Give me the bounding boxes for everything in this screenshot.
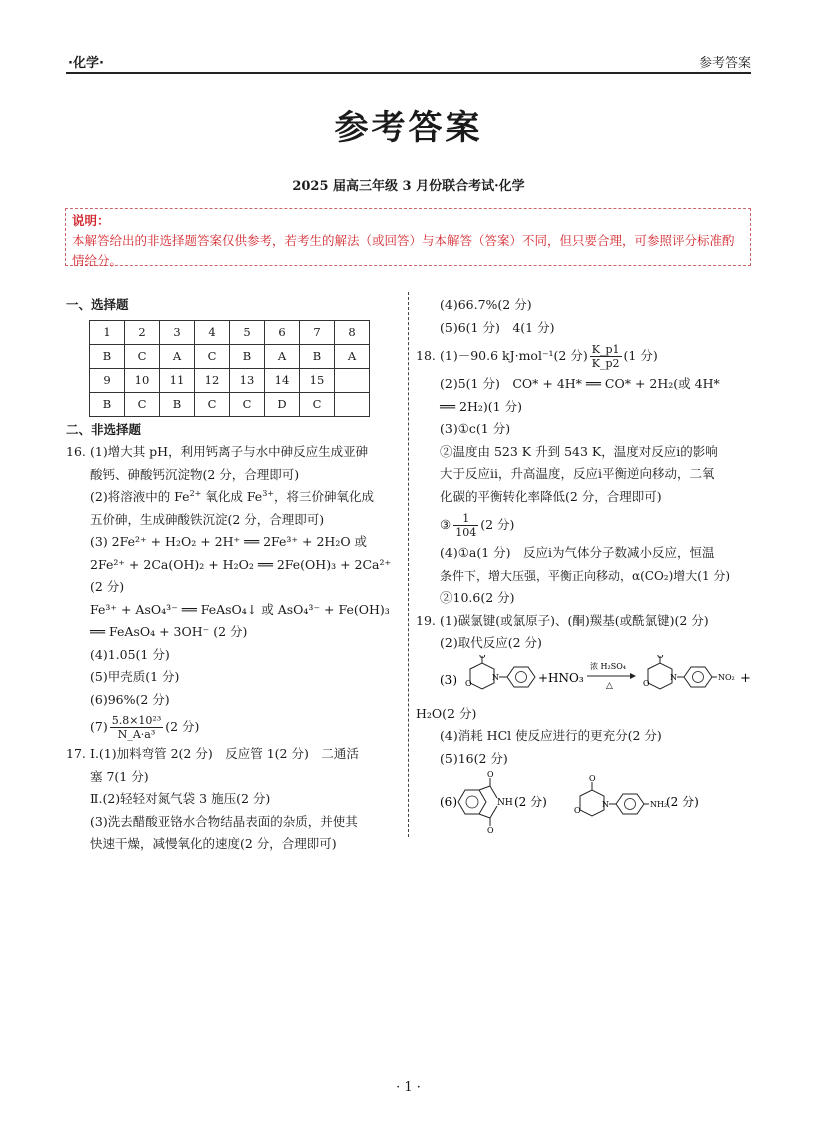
atom-label: N [670, 672, 677, 682]
q16-line: (3) 2Fe²⁺ + H₂O₂ + 2H⁺ ══ 2Fe³⁺ + 2H₂O 或 [90, 534, 368, 549]
table-cell: 10 [125, 368, 160, 392]
atom-label: N [602, 800, 609, 809]
q19-line: (4)消耗 HCl 使反应进行的更充分(2 分) [440, 728, 662, 743]
section-free-response-title: 二、非选择题 [66, 421, 142, 437]
atom-label: O [589, 774, 596, 783]
bond [479, 814, 490, 818]
table-cell: 4 [195, 320, 230, 344]
table-cell: 9 [90, 368, 125, 392]
q18-line: 条件下，增大压强，平衡正向移动，α(CO₂)增大(1 分) [440, 568, 731, 583]
fraction-denominator: 104 [455, 526, 477, 539]
fraction [110, 714, 164, 741]
aromatic-circle [516, 671, 527, 682]
table-row [90, 392, 370, 416]
answer-text: (3) [440, 672, 457, 687]
q18-line [416, 508, 756, 542]
answer-text: +HNO₃ [538, 670, 584, 685]
table-cell: A [160, 344, 195, 368]
table-cell: 7 [300, 320, 335, 344]
q16-line: (4)1.05(1 分) [90, 646, 170, 662]
answer-text: 氧化成 Fe [201, 489, 263, 504]
q18-line: ②温度由 523 K 升到 543 K，温度对反应ⅰ的影响 [440, 443, 718, 459]
table-cell: 3 [160, 320, 195, 344]
aromatic-circle [466, 796, 478, 808]
q18-line: 化碳的平衡转化率降低(2 分，合理即可) [440, 488, 662, 504]
q16-line: 酸钙、砷酸钙沉淀物(2 分，合理即可) [90, 466, 300, 482]
table-cell: C [195, 392, 230, 416]
table-cell: C [125, 344, 160, 368]
table-cell: B [230, 344, 265, 368]
atom-label: O [657, 654, 664, 660]
table-cell: B [300, 344, 335, 368]
q18-line: 大于反应ⅱ，升高温度，反应ⅰ平衡逆向移动，二氧 [440, 466, 715, 481]
q19-line [416, 610, 756, 633]
benzene-ring [507, 667, 535, 687]
header-subject: ·化学· [68, 56, 104, 71]
atom-label: O [487, 826, 494, 834]
instruction-label: 说明： [72, 213, 110, 228]
column-divider [408, 292, 409, 837]
atom-label: O [487, 770, 494, 779]
answer-text: Ⅰ.(1)加料弯管 2(2 分) 反应管 1(2 分) 二通活 [90, 746, 359, 761]
table-cell: B [90, 344, 125, 368]
answer-text: (2 分) [666, 795, 699, 809]
superscript: 2+ [189, 488, 202, 498]
table-row [90, 344, 370, 368]
answer-table [89, 320, 370, 417]
table-cell [335, 368, 370, 392]
table-cell: B [90, 392, 125, 416]
instruction-box [65, 208, 751, 266]
table-cell: C [195, 344, 230, 368]
q16-line [66, 486, 404, 509]
q17-line: 快速干燥，减慢氧化的速度(2 分，合理即可) [90, 836, 337, 851]
benzene-ring [616, 794, 644, 814]
atom-label: O [479, 654, 486, 660]
q16-line: (5)甲壳质(1 分) [90, 669, 180, 684]
atom-label: NO₂ [718, 672, 735, 682]
morpholinone-ring [648, 663, 672, 689]
fraction-denominator: N_A·a³ [117, 728, 156, 741]
q16-line: 五价砷，生成砷酸铁沉淀(2 分，合理即可) [90, 511, 325, 527]
q17-line: (4)66.7%(2 分) [440, 297, 532, 312]
reaction-condition: 浓 H₂SO₄ [590, 661, 626, 671]
q16-line: Fe³⁺ + AsO₄³⁻ ══ FeAsO₄↓ 或 AsO₄³⁻ + Fe(OH)₃ [90, 601, 390, 617]
arrow-head [630, 673, 636, 679]
answer-text: (2 分) [480, 517, 515, 532]
table-cell: 15 [300, 368, 335, 392]
header-doc-type: 参考答案 [698, 56, 751, 71]
left-column [66, 294, 404, 856]
page-number: · 1 · [396, 1080, 421, 1095]
q17-line: Ⅱ.(2)轻轻对氮气袋 3 施压(2 分) [90, 791, 271, 806]
table-cell: 8 [335, 320, 370, 344]
q18-line: ══ 2H₂)(1 分) [440, 398, 522, 414]
q19-line: (5)16(2 分) [440, 750, 508, 766]
reaction-condition: △ [606, 680, 613, 691]
q19-structures [416, 770, 756, 834]
table-cell: A [265, 344, 300, 368]
aromatic-circle [693, 671, 704, 682]
structures-answer [440, 770, 740, 834]
table-cell: 2 [125, 320, 160, 344]
atom-label: O [465, 678, 472, 688]
question-number: 16. [66, 444, 86, 459]
q17-line: (5)6(1 分) 4(1 分) [440, 319, 555, 335]
q16-line [66, 711, 404, 743]
q17-line: 塞 7(1 分) [90, 768, 149, 784]
q16-line: (6)96%(2 分) [90, 691, 170, 707]
header-rule [66, 72, 751, 74]
atom-label: O [643, 678, 650, 688]
table-cell [335, 392, 370, 416]
fraction [453, 512, 478, 539]
q18-line: (2)5(1 分) CO* + 4H* ══ CO* + 2H₂(或 4H* [440, 376, 720, 391]
table-cell: 11 [160, 368, 195, 392]
q16-line [66, 441, 404, 464]
atom-label: NH₂ [650, 800, 668, 809]
reaction-scheme [440, 655, 756, 703]
table-cell: C [230, 392, 265, 416]
answer-text: (6) [440, 795, 457, 809]
q16-line: ══ FeAsO₄ + 3OH⁻ (2 分) [90, 624, 248, 639]
superscript: 3+ [262, 488, 275, 498]
atom-label: NH [497, 798, 513, 808]
table-cell: C [125, 392, 160, 416]
atom-label: N [492, 672, 499, 682]
page-title: 参考答案 [334, 108, 483, 148]
table-cell: B [160, 392, 195, 416]
table-row [90, 320, 370, 344]
atom-label: O [574, 806, 581, 815]
benzene-ring [458, 790, 486, 814]
answer-text: + [740, 670, 751, 686]
q19-reaction [416, 655, 756, 703]
bond [490, 786, 497, 798]
fraction-numerator: K_p1 [591, 343, 620, 356]
answer-text: ③ [440, 517, 452, 532]
answer-text: (7) [90, 719, 108, 734]
answer-text: (1)－90.6 kJ·mol⁻¹(2 分) [440, 348, 588, 363]
bond [479, 786, 490, 790]
q18-line: (4)①a(1 分) 反应ⅰ为气体分子数减小反应，恒温 [440, 545, 715, 560]
answer-text: (1 分) [623, 348, 658, 363]
table-cell: 5 [230, 320, 265, 344]
answer-text: ，将三价砷氧化成 [274, 489, 375, 504]
question-number: 18. [416, 348, 436, 363]
table-cell: D [265, 392, 300, 416]
answer-text: (1)碳氯键(或氯原子)、(酮)羰基(或酰氯键)(2 分) [440, 612, 709, 628]
q18-line: ②10.6(2 分) [440, 590, 515, 605]
table-cell: C [300, 392, 335, 416]
morpholinone-ring [470, 663, 494, 689]
table-cell: A [335, 344, 370, 368]
bond [490, 806, 497, 818]
right-column [416, 294, 756, 834]
question-number: 17. [66, 746, 86, 761]
fraction-denominator: K_p2 [591, 357, 620, 370]
q18-line [416, 339, 756, 373]
aromatic-circle [625, 799, 636, 810]
q16-line: (2 分) [90, 579, 125, 594]
fraction [590, 343, 622, 370]
table-cell: 1 [90, 320, 125, 344]
q17-line: (3)洗去醋酸亚铬水合物结晶表面的杂质，并使其 [90, 813, 358, 829]
answer-text: (2)将溶液中的 Fe [90, 489, 190, 504]
exam-subtitle: 2025 届高三年级 3 月份联合考试·化学 [292, 179, 525, 194]
q18-line: (3)①c(1 分) [440, 421, 511, 436]
q19-line: H₂O(2 分) [416, 705, 477, 721]
table-cell: 12 [195, 368, 230, 392]
table-cell: 13 [230, 368, 265, 392]
question-number: 19. [416, 612, 436, 628]
fraction-numerator: 1 [453, 512, 478, 526]
q17-line [66, 743, 404, 766]
fraction-numerator: 5.8×10²³ [111, 714, 162, 727]
answer-text: (1)增大其 pH，利用钙离子与水中砷反应生成亚砷 [90, 444, 369, 459]
section-multiple-choice-title: 一、选择题 [66, 297, 129, 312]
q19-line: (2)取代反应(2 分) [440, 635, 542, 650]
q16-line: 2Fe²⁺ + 2Ca(OH)₂ + H₂O₂ ══ 2Fe(OH)₃ + 2Ca²⁺ [90, 556, 392, 572]
morpholinone-ring [580, 790, 604, 816]
instruction-text: 本解答给出的非选择题答案仅供参考，若考生的解法（或回答）与本解答（答案）不同，但只要合理，可参照评分标准酌情给分。 [72, 233, 735, 268]
table-cell: 6 [265, 320, 300, 344]
table-row [90, 368, 370, 392]
answer-text: (2 分) [165, 719, 200, 734]
table-cell: 14 [265, 368, 300, 392]
answer-text: (2 分) [514, 795, 547, 809]
benzene-ring [684, 667, 712, 687]
